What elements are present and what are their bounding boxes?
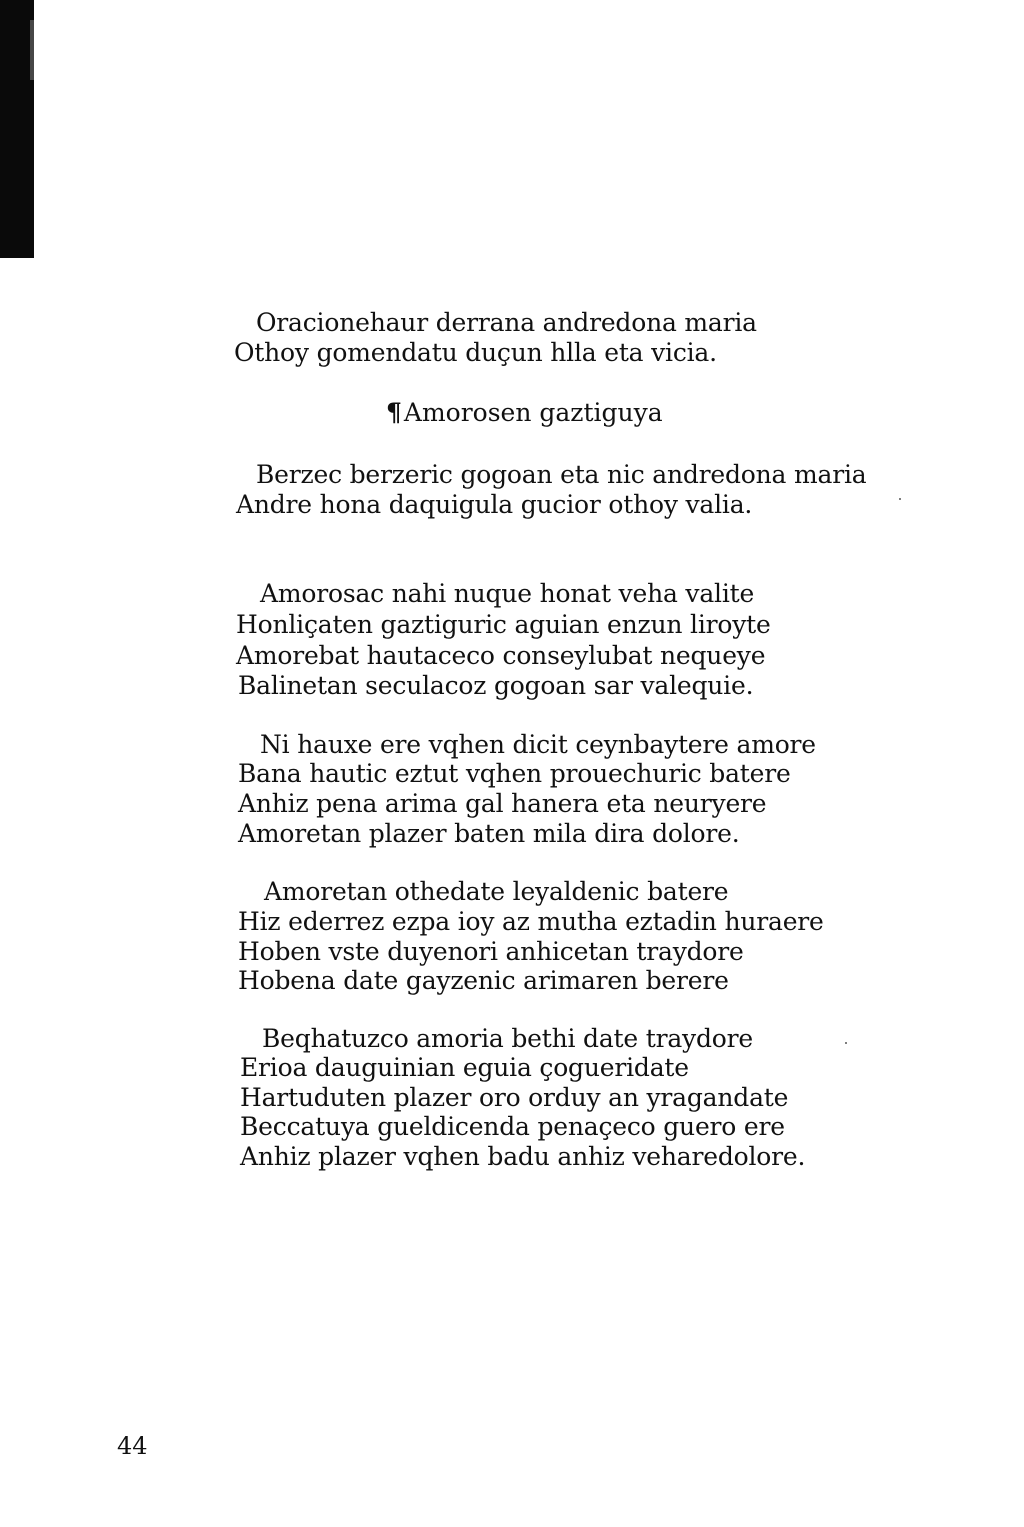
stanza-2-line-4: Balinetan seculacoz gogoan sar valequie.: [238, 671, 754, 700]
stanza-5-line-4: Beccatuya gueldicenda penaçeco guero ere: [240, 1112, 785, 1141]
intro-line-1: Oracionehaur derrana andredona maria: [256, 308, 757, 337]
poem-title: Amorosen gaztiguya: [403, 398, 663, 427]
stanza-4-line-1: Amoretan othedate leyaldenic batere: [264, 877, 729, 906]
stanza-5-line-3: Hartuduten plazer oro orduy an yragandate: [240, 1083, 789, 1112]
stanza-2-line-2: Honliçaten gaztiguric aguian enzun liroyte: [236, 610, 771, 639]
stanza-1-line-2: Andre hona daquigula gucior othoy valia.: [236, 490, 753, 519]
page-number: 44: [117, 1432, 148, 1460]
stanza-4-line-2: Hiz ederrez ezpa ioy az mutha eztadin huraere: [238, 907, 824, 936]
stanza-4-line-4: Hobena date gayzenic arimaren berere: [238, 966, 729, 995]
stanza-2-line-3: Amorebat hautaceco conseylubat nequeye: [236, 641, 766, 670]
stanza-3-line-3: Anhiz pena arima gal hanera eta neuryere: [238, 789, 767, 818]
poem-heading: [386, 398, 663, 428]
intro-line-2: Othoy gomendatu duçun hlla eta vicia.: [234, 338, 717, 367]
pilcrow-icon: ¶: [386, 398, 402, 427]
scan-speck: [899, 498, 901, 500]
stanza-3-line-2: Bana hautic eztut vqhen prouechuric batere: [238, 759, 791, 788]
stanza-1-line-1: Berzec berzeric gogoan eta nic andredona maria: [256, 460, 867, 489]
stanza-3-line-1: Ni hauxe ere vqhen dicit ceynbaytere amore: [260, 730, 816, 759]
stanza-5-line-2: Erioa dauguinian eguia çogueridate: [240, 1053, 689, 1082]
stanza-3-line-4: Amoretan plazer baten mila dira dolore.: [238, 819, 740, 848]
stanza-4-line-3: Hoben vste duyenori anhicetan traydore: [238, 937, 744, 966]
stanza-2-line-1: Amorosac nahi nuque honat veha valite: [260, 579, 755, 608]
scan-speck: [845, 1042, 847, 1044]
stanza-5-line-5: Anhiz plazer vqhen badu anhiz veharedolore.: [240, 1142, 806, 1171]
stanza-5-line-1: Beqhatuzco amoria bethi date traydore: [262, 1024, 753, 1053]
